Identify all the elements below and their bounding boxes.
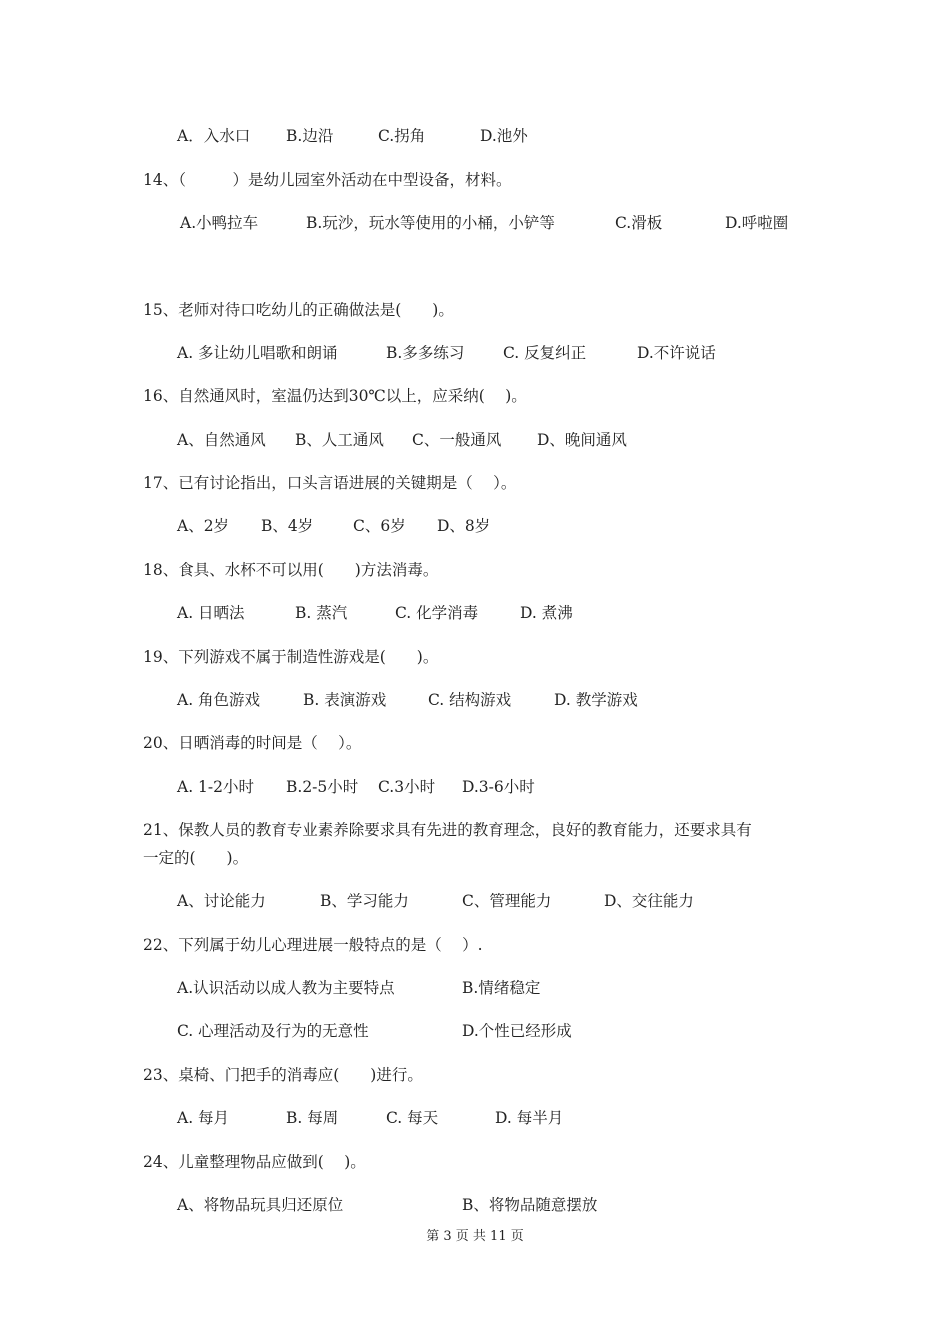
q14-option-c: C.滑板 <box>615 214 663 232</box>
q20-option-c: C.3小时 <box>378 778 436 796</box>
q19-option-b: B. 表演游戏 <box>303 691 387 709</box>
q18-option-c: C. 化学消毒 <box>395 604 479 622</box>
q15-option-d: D.不许说话 <box>637 344 716 362</box>
q21-option-b: B、学习能力 <box>320 892 409 910</box>
q23-option-c: C. 每天 <box>386 1109 439 1127</box>
q13-option-b: B.边沿 <box>286 127 334 145</box>
q18-option-a: A. 日晒法 <box>177 604 245 622</box>
page-footer: 第 3 页 共 11 页 <box>426 1229 524 1244</box>
q22-option-b: B.情绪稳定 <box>462 979 541 997</box>
q17-stem: 17、已有讨论指出，口头言语进展的关键期是（ ）。 <box>143 474 517 492</box>
q21-option-a: A、讨论能力 <box>177 892 266 910</box>
q21-option-c: C、管理能力 <box>462 892 552 910</box>
q21-option-d: D、交往能力 <box>604 892 694 910</box>
q18-option-d: D. 煮沸 <box>520 604 573 622</box>
q21-stem-line1: 21、保教人员的教育专业素养除要求具有先进的教育理念，良好的教育能力，还要求具有 <box>143 821 752 839</box>
q13-option-d: D.池外 <box>480 127 528 145</box>
q16-option-a: A、自然通风 <box>177 431 266 449</box>
q14-stem: 14、（ ）是幼儿园室外活动在中型设备，材料。 <box>143 171 512 189</box>
q15-option-a: A. 多让幼儿唱歌和朗诵 <box>177 344 338 362</box>
q20-stem: 20、日晒消毒的时间是（ ）。 <box>143 734 362 752</box>
q22-option-d: D.个性已经形成 <box>462 1022 572 1040</box>
q17-option-d: D、8岁 <box>437 517 491 535</box>
q17-option-c: C、6岁 <box>353 517 406 535</box>
q24-stem: 24、儿童整理物品应做到( )。 <box>143 1153 366 1171</box>
q19-option-d: D. 教学游戏 <box>554 691 638 709</box>
q15-option-c: C. 反复纠正 <box>503 344 587 362</box>
q23-option-a: A. 每月 <box>177 1109 230 1127</box>
q15-stem: 15、老师对待口吃幼儿的正确做法是( )。 <box>143 301 454 319</box>
q18-option-b: B. 蒸汽 <box>295 604 348 622</box>
q20-option-b: B.2-5小时 <box>286 778 359 796</box>
q19-option-a: A. 角色游戏 <box>177 691 261 709</box>
q13-option-c: C.拐角 <box>378 127 426 145</box>
q15-option-b: B.多多练习 <box>386 344 465 362</box>
q21-stem-line2: 一定的( )。 <box>143 849 249 867</box>
q16-option-b: B、人工通风 <box>295 431 384 449</box>
q17-option-b: B、4岁 <box>261 517 314 535</box>
q22-option-c: C. 心理活动及行为的无意性 <box>177 1022 369 1040</box>
q17-option-a: A、2岁 <box>177 517 230 535</box>
q16-option-d: D、晚间通风 <box>537 431 627 449</box>
q22-stem: 22、下列属于幼儿心理进展一般特点的是（ ）. <box>143 936 483 954</box>
q24-option-a: A、将物品玩具归还原位 <box>177 1196 344 1214</box>
q14-option-b: B.玩沙，玩水等使用的小桶，小铲等 <box>306 214 555 232</box>
q14-option-a: A.小鸭拉车 <box>180 214 259 232</box>
q24-option-b: B、将物品随意摆放 <box>462 1196 598 1214</box>
q19-stem: 19、下列游戏不属于制造性游戏是( )。 <box>143 648 439 666</box>
q16-stem: 16、自然通风时，室温仍达到30℃以上，应采纳( )。 <box>143 387 527 405</box>
q14-option-d: D.呼啦圈 <box>725 214 789 232</box>
q18-stem: 18、食具、水杯不可以用( )方法消毒。 <box>143 561 439 579</box>
q23-stem: 23、桌椅、门把手的消毒应( )进行。 <box>143 1066 423 1084</box>
q23-option-b: B. 每周 <box>286 1109 339 1127</box>
q13-option-a: A．入水口 <box>177 127 251 145</box>
q23-option-d: D. 每半月 <box>495 1109 564 1127</box>
q20-option-a: A. 1-2小时 <box>177 778 255 796</box>
q22-option-a: A.认识活动以成人教为主要特点 <box>177 979 395 997</box>
q20-option-d: D.3-6小时 <box>462 778 535 796</box>
q16-option-c: C、一般通风 <box>412 431 502 449</box>
q19-option-c: C. 结构游戏 <box>428 691 512 709</box>
